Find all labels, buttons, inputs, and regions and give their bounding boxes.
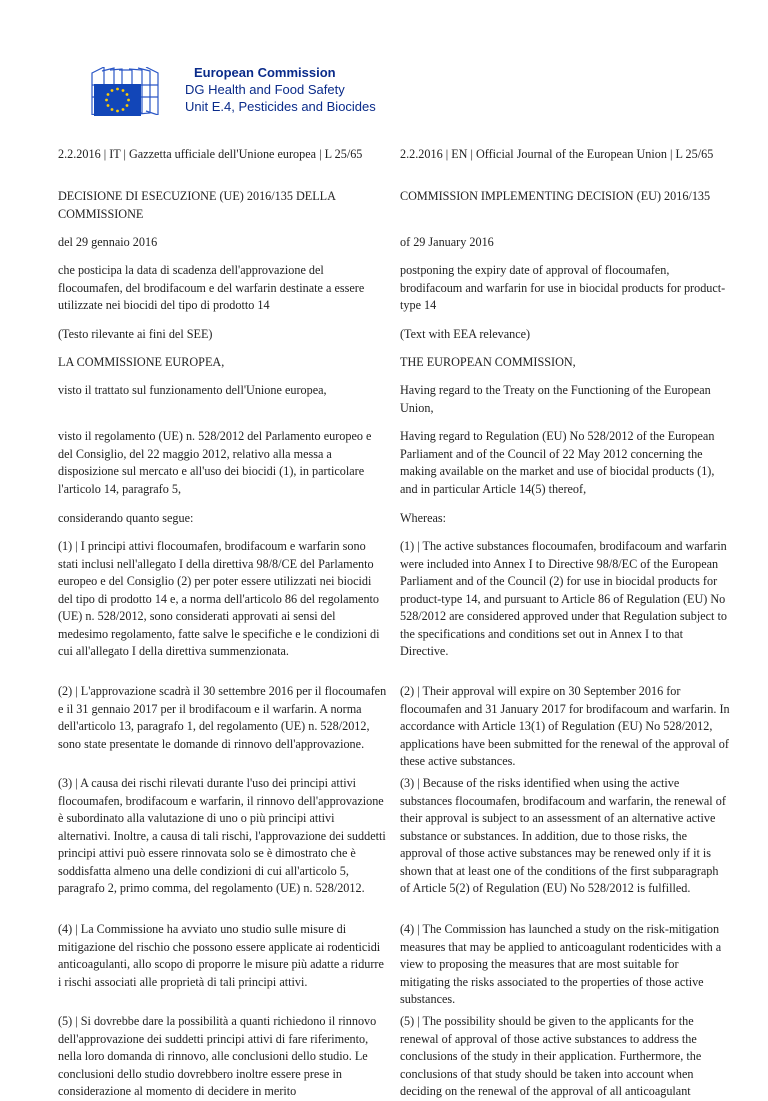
table-row (58, 538, 730, 683)
english-text: THE EUROPEAN COMMISSION, (400, 355, 576, 369)
italian-text: che posticipa la data di scadenza dell'approvazione del flocoumafen, del brodifacoum e del warfarin destinate a essere utilizzate nei biocidi del tipo di prodotto 14 (58, 263, 365, 312)
table-row (58, 510, 730, 538)
document-header (74, 64, 694, 120)
english-text: Having regard to Regulation (EU) No 528/2012 of the European Parliament and of the Council of 22 May 2012 concerning the making available on the market and use of biocidal products (1), and in particular Article 14(5) thereof, (400, 429, 715, 496)
eu-flag (94, 84, 141, 116)
org-name: European Commission (194, 65, 336, 80)
italian-cell (58, 683, 388, 775)
header-text (185, 64, 376, 115)
english-cell (400, 354, 730, 382)
italian-cell (58, 326, 388, 354)
english-text: of 29 January 2016 (400, 235, 494, 249)
bilingual-table (58, 146, 730, 1098)
english-cell (400, 428, 730, 510)
italian-cell (58, 354, 388, 382)
english-cell (400, 538, 730, 683)
italian-text: del 29 gennaio 2016 (58, 235, 158, 249)
english-text: (4) | The Commission has launched a study on the risk-mitigation measures that may be applied to anticoagulant rodenticides with a view to proposing the measures that are most suitable for mitigating the risks associated to the properties of those active substances. (400, 922, 722, 1006)
table-row (58, 326, 730, 354)
table-row (58, 683, 730, 775)
italian-cell (58, 1013, 388, 1098)
table-row (58, 234, 730, 262)
english-cell (400, 683, 730, 775)
english-text: (Text with EEA relevance) (400, 327, 531, 341)
table-row (58, 146, 730, 188)
english-cell (400, 262, 730, 326)
italian-text: (3) | A causa dei rischi rilevati durante l'uso dei principi attivi flocoumafen, brodifacoum e warfarin, il rinnovo dell'approvazione è subordinato alla valutazione di uno o più principi attivi alternativi. Inoltre, a causa di tali rischi, l'approvazione dei suddetti principi attivi può essere rinnovata solo se è dimostrato che è soddisfatta almeno una delle condizioni di cui all'articolo 5, paragrafo 2, primo comma, del regolamento (UE) n. 528/2012. (58, 776, 386, 895)
english-text: 2.2.2016 | EN | Official Journal of the European Union | L 25/65 (400, 147, 714, 161)
english-cell (400, 382, 730, 428)
table-row (58, 354, 730, 382)
english-text: postponing the expiry date of approval of flocoumafen, brodifacoum and warfarin for use in biocidal products for product-type 14 (400, 263, 726, 312)
table-row (58, 921, 730, 1013)
english-cell (400, 188, 730, 234)
italian-text: visto il regolamento (UE) n. 528/2012 del Parlamento europeo e del Consiglio, del 22 maggio 2012, relativo alla messa a disposizione sul mercato e all'uso dei biocidi (1), in particolare l'articolo 14, paragrafo 5, (58, 429, 372, 496)
italian-text: (5) | Si dovrebbe dare la possibilità a quanti richiedono il rinnovo dell'approvazione dei suddetti principi attivi di fare riferimento, nella loro domanda di rinnovo, alle conclusioni dello studio. Le conclusioni dello studio dovrebbero inoltre essere prese in considerazione al momento di decidere in merito (58, 1014, 377, 1098)
english-cell (400, 510, 730, 538)
italian-text: LA COMMISSIONE EUROPEA, (58, 355, 225, 369)
english-text: Having regard to the Treaty on the Functioning of the European Union, (400, 383, 711, 415)
italian-cell (58, 234, 388, 262)
table-row (58, 1013, 730, 1098)
table-row (58, 382, 730, 428)
english-text: (3) | Because of the risks identified when using the active substances flocoumafen, brodifacoum and warfarin, the renewal of their approval is subject to an assessment of an alternative active substance or substances. In addition, due to those risks, the approval of those active substances may be renewed only if it is shown that at least one of the conditions of the first subparagraph of Article 5(2) of Regulation (EU) No 528/2012 is fulfilled. (400, 776, 726, 895)
italian-cell (58, 921, 388, 1013)
english-text: Whereas: (400, 511, 447, 525)
italian-text: visto il trattato sul funzionamento dell'Unione europea, (58, 383, 327, 397)
table-row (58, 775, 730, 921)
italian-text: (Testo rilevante ai fini del SEE) (58, 327, 213, 341)
english-cell (400, 1013, 730, 1098)
table-row (58, 262, 730, 326)
unit-name: Unit E.4, Pesticides and Biocides (185, 99, 376, 114)
italian-cell (58, 262, 388, 326)
english-text: (5) | The possibility should be given to the applicants for the renewal of approval of those active substances to address the conclusions of the study in their application. Furthermore, the conclusions of that study should be taken into account when deciding on the renewal of the approval of all anticoagulant (400, 1014, 702, 1098)
english-text: COMMISSION IMPLEMENTING DECISION (EU) 2016/135 (400, 189, 711, 203)
table-row (58, 188, 730, 234)
italian-text: (2) | L'approvazione scadrà il 30 settembre 2016 per il flocoumafen e il 31 gennaio 2017 per il brodifacoum e il warfarin. A norma dell'articolo 13, paragrafo 1, del regolamento (UE) n. 528/2012, sono state presentate le domande di rinnovo dell'approvazione. (58, 684, 387, 751)
english-cell (400, 234, 730, 262)
italian-cell (58, 188, 388, 234)
italian-cell (58, 775, 388, 921)
english-cell (400, 775, 730, 921)
italian-text: considerando quanto segue: (58, 511, 194, 525)
english-text: (1) | The active substances flocoumafen, brodifacoum and warfarin were included into Annex I to Directive 98/8/EC of the European Parliament and of the Council (2) for use in biocidal products for product-type 14, and pursuant to Article 86 of Regulation (EU) No 528/2012 are considered approved under that Regulation subject to the specifications and conditions set out in Annex I to that Directive. (400, 539, 727, 658)
english-cell (400, 921, 730, 1013)
italian-cell (58, 428, 388, 510)
italian-text: (4) | La Commissione ha avviato uno studio sulle misure di mitigazione del rischio che possono essere applicate ai rodenticidi anticoagulanti, allo scopo di proporre le misure più adatte a ridurre i rischi associati alle proprietà di tali principi attivi. (58, 922, 384, 989)
italian-text: (1) | I principi attivi flocoumafen, brodifacoum e warfarin sono stati inclusi nell'allegato I della direttiva 98/8/CE del Parlamento europeo e del Consiglio (2) per poter essere utilizzati nei biocidi del tipo di prodotto 14 e, a norma dell'articolo 86 del regolamento (UE) n. 528/2012, sono considerati approvati ai sensi del medesimo regolamento, fatte salve le specifiche e le condizioni di cui all'allegato I della direttiva summenzionata. (58, 539, 380, 658)
english-cell (400, 146, 730, 188)
italian-text: DECISIONE DI ESECUZIONE (UE) 2016/135 DELLA COMMISSIONE (58, 189, 336, 221)
italian-text: 2.2.2016 | IT | Gazzetta ufficiale dell'Unione europea | L 25/65 (58, 147, 363, 161)
english-text: (2) | Their approval will expire on 30 September 2016 for flocoumafen and 31 January 2017 for brodifacoum and warfarin. In accordance with Article 13(1) of Regulation (EU) No 528/2012, applications have been submitted for the renewal of the approval of these active substances. (400, 684, 730, 768)
table-row (58, 428, 730, 510)
italian-cell (58, 146, 388, 188)
italian-cell (58, 510, 388, 538)
english-cell (400, 326, 730, 354)
italian-cell (58, 382, 388, 428)
dg-name: DG Health and Food Safety (185, 82, 345, 97)
italian-cell (58, 538, 388, 683)
